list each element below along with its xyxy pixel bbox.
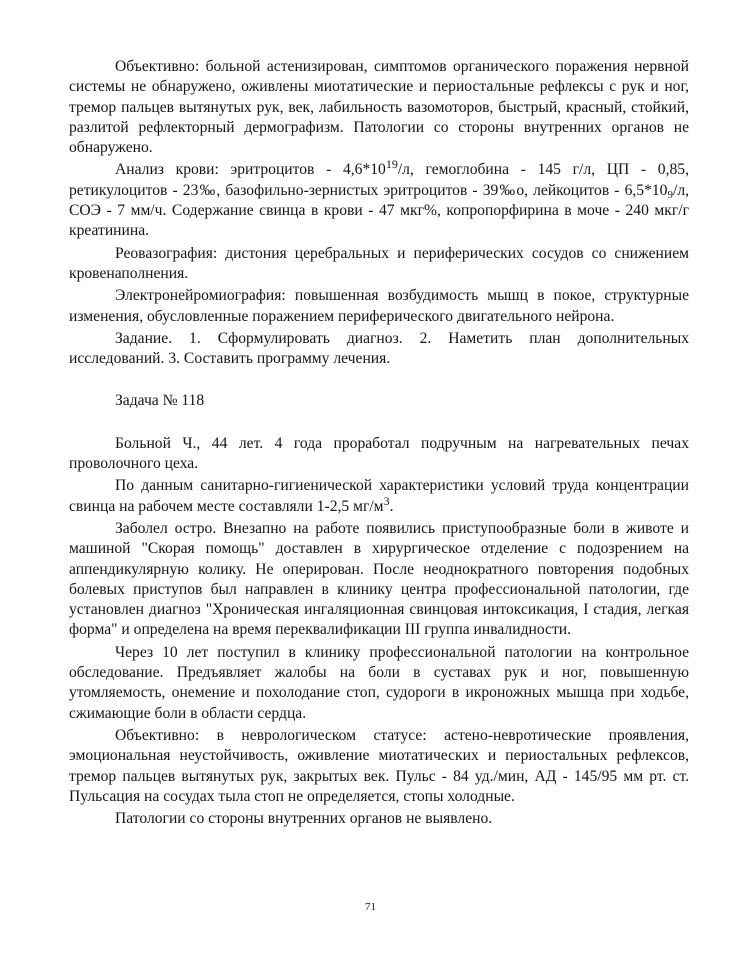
blood-analysis-text-1: Анализ крови: эритроцитов - 4,6*10 [115, 161, 386, 179]
paragraph-electroneuromyography: Электронейромиография: повышенная возбудимость мышц в покое, структурные изменения, обусловленные поражением периферического двигательного нейрона. [69, 287, 689, 325]
task-heading: Задача № 118 [115, 392, 205, 410]
paragraph-rheovasography: Реовазография: дистония церебральных и периферических сосудов со снижением кровенаполнения. [69, 244, 689, 282]
document-page [69, 57, 689, 831]
sanitary-data-end: . [389, 497, 394, 515]
paragraph-follow-up: Через 10 лет поступил в клинику профессиональной патологии на контрольное обследование. Предъявляет жалобы на боли в суставах рук и ног, повышенную утомляемость, онемение и похолодание стоп, судороги в икроножных мышца при ходьбе, сжимающие боли в области сердца. [69, 643, 689, 722]
paragraph-assignment: Задание. 1. Сформулировать диагноз. 2. Наметить план дополнительных исследований. 3. Составить программу лечения. [69, 329, 689, 368]
sanitary-data-text: По данным санитарно-гигиенической характеристики условий труда концентрации свинца на рабочем месте составляли 1-2,5 мг/м [69, 477, 689, 515]
paragraph-sanitary-data [69, 476, 689, 517]
exponent-19: 19 [385, 157, 398, 172]
paragraph-patient-intro: Больной Ч., 44 лет. 4 года проработал подручным на нагревательных печах проволочного цеха. [69, 434, 689, 473]
blood-analysis-text-3: /л, СОЭ - 7 мм/ч. Содержание свинца в крови - 47 мкг%, копропорфирина в моче - 240 мкг/г креатинина. [69, 181, 689, 240]
paragraph-blood-analysis [69, 157, 689, 241]
page-number: 71 [365, 901, 376, 913]
subscript-9: 9 [667, 188, 673, 201]
paragraph-internal-organs: Патологии со стороны внутренних органов не выявлено. [115, 810, 493, 828]
paragraph-neurological-status: Объективно: в неврологическом статусе: астено-невротические проявления, эмоциональная неустойчивость, оживление миотатических и периостальных рефлексов, тремор пальцев вытянутых рук, закрытых век. Пульс - 84 уд./мин, АД - 145/95 мм рт. ст. Пульсация на сосудах тыла стоп не определяется, стопы холодные. [69, 726, 689, 805]
blood-analysis-text-2: /л, гемоглобина - 145 г/л, ЦП - 0,85, ретикулоцитов - 23‰, базофильно-зернистых эритроцитов - 39‰о, лейкоцитов - 6,5*10 [69, 161, 689, 199]
paragraph-onset: Заболел остро. Внезапно на работе появились приступообразные боли в животе и машиной "Скорая помощь" доставлен в хирургическое отделение с подозрением на аппендикулярную колику. Не оперирован. После неоднократного повторения подобных болевых приступов был направлен в клинику центра профессиональной патологии, где установлен диагноз "Хроническая ингаляционная свинцовая интоксикация, I стадия, легкая форма" и определена на время переквалификации III группа инвалидности. [69, 519, 689, 639]
exponent-3: 3 [383, 493, 390, 508]
paragraph-objective: Объективно: больной астенизирован, симптомов органического поражения нервной системы не обнаружено, оживлены миотатические и периостальные рефлексы с рук и ног, тремор пальцев вытянутых рук, век, лабильность вазомоторов, быстрый, красный, стойкий, разлитой рефлекторный дермографизм. Патологии со стороны внутренних органов не обнаружено. [69, 58, 689, 157]
